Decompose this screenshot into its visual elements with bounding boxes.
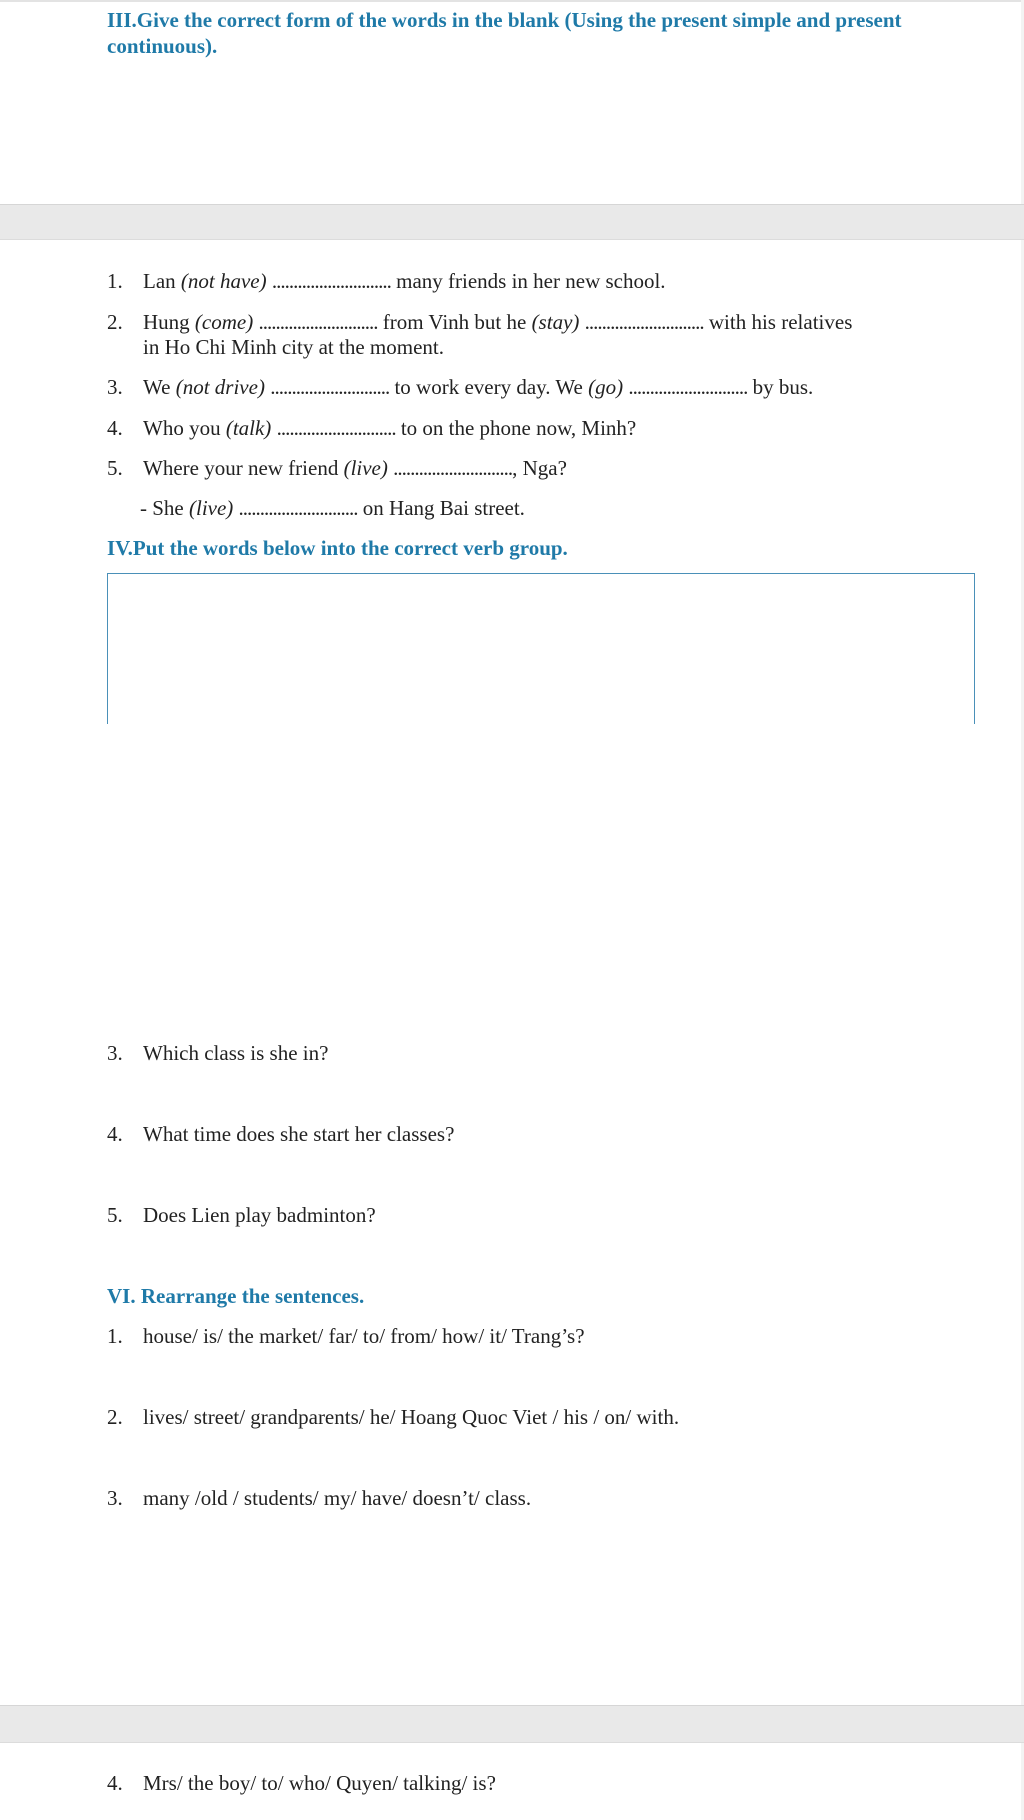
item-text: from Vinh but he xyxy=(377,310,532,334)
item-text: , Nga? xyxy=(512,456,567,480)
word-box-fade xyxy=(108,650,974,730)
item-number: 4. xyxy=(107,1771,123,1795)
answer-blank[interactable]: ............................ xyxy=(270,375,390,399)
item-text: by bus. xyxy=(747,375,814,399)
section-3-title-line1: Give the correct form of the words in the blank (Using the present simple and present xyxy=(136,8,902,32)
section-4-number: IV. xyxy=(107,536,133,560)
item-text: to on the phone now, Minh? xyxy=(395,416,637,440)
item-text: Mrs/ the boy/ to/ who/ Quyen/ talking/ is? xyxy=(143,1771,496,1795)
item-text: on Hang Bai street. xyxy=(357,496,525,520)
item-number: 3. xyxy=(107,1486,123,1510)
item-text: We xyxy=(143,375,176,399)
verb-hint: (live) xyxy=(189,496,234,520)
item-text: What time does she start her classes? xyxy=(143,1122,455,1146)
exercise-3-item-5-answer xyxy=(140,495,525,521)
exercise-3-item-3 xyxy=(107,374,814,400)
answer-blank[interactable]: ............................ xyxy=(393,456,513,480)
item-text: Hung xyxy=(143,310,195,334)
verb-hint: (talk) xyxy=(225,416,272,440)
exercise-6-item-4 xyxy=(107,1770,496,1796)
exercise-3-item-4 xyxy=(107,415,637,441)
item-number: 2. xyxy=(107,1405,123,1429)
verb-hint: (not drive) xyxy=(175,375,265,399)
item-text: - She xyxy=(140,496,189,520)
item-number: 4. xyxy=(107,416,123,440)
exercise-3-item-2-line2: in Ho Chi Minh city at the moment. xyxy=(143,335,444,359)
item-text: Where your new friend xyxy=(143,456,344,480)
item-number: 5. xyxy=(107,456,123,480)
page-break-gap xyxy=(0,1705,1024,1743)
exercise-5-item-3 xyxy=(107,1040,329,1066)
item-text: Lan xyxy=(143,269,181,293)
item-text: with his relatives xyxy=(703,310,853,334)
item-text: Does Lien play badminton? xyxy=(143,1203,376,1227)
section-6-heading: VI. Rearrange the sentences. xyxy=(107,1284,365,1308)
item-number: 4. xyxy=(107,1122,123,1146)
section-4-heading xyxy=(107,535,568,561)
answer-blank[interactable]: ............................ xyxy=(628,375,748,399)
item-number: 1. xyxy=(107,269,123,293)
item-text: many friends in her new school. xyxy=(390,269,666,293)
answer-blank[interactable]: ............................ xyxy=(584,310,704,334)
exercise-6-item-1 xyxy=(107,1323,585,1349)
exercise-5-item-4 xyxy=(107,1121,455,1147)
section-3-number: III. xyxy=(107,8,137,32)
answer-blank[interactable]: ............................ xyxy=(276,416,396,440)
section-3-title-line2: continuous). xyxy=(107,34,218,58)
exercise-3-item-5 xyxy=(107,455,567,481)
page-top-border xyxy=(0,0,1024,2)
answer-blank[interactable]: ............................ xyxy=(271,269,391,293)
item-number: 3. xyxy=(107,1041,123,1065)
verb-hint: (live) xyxy=(343,456,388,480)
exercise-6-item-3 xyxy=(107,1485,532,1511)
exercise-6-item-2 xyxy=(107,1404,680,1430)
item-text: house/ is/ the market/ far/ to/ from/ how/ it/ Trang’s? xyxy=(143,1324,585,1348)
item-text: to work every day. We xyxy=(389,375,589,399)
item-number: 1. xyxy=(107,1324,123,1348)
verb-hint: (go) xyxy=(588,375,624,399)
verb-hint: (not have) xyxy=(180,269,267,293)
item-text: Which class is she in? xyxy=(143,1041,329,1065)
item-number: 2. xyxy=(107,310,123,334)
exercise-3-item-1 xyxy=(107,268,666,294)
exercise-5-item-5 xyxy=(107,1202,376,1228)
item-number: 5. xyxy=(107,1203,123,1227)
section-4-title: Put the words below into the correct verb group. xyxy=(132,536,568,560)
item-number: 3. xyxy=(107,375,123,399)
item-text: lives/ street/ grandparents/ he/ Hoang Quoc Viet / his / on/ with. xyxy=(143,1405,680,1429)
item-text: Who you xyxy=(143,416,226,440)
item-text: many /old / students/ my/ have/ doesn’t/ class. xyxy=(143,1486,532,1510)
verb-hint: (stay) xyxy=(531,310,580,334)
verb-hint: (come) xyxy=(194,310,254,334)
exercise-3-item-2 xyxy=(107,309,853,335)
answer-blank[interactable]: ............................ xyxy=(258,310,378,334)
section-3-heading xyxy=(107,7,987,59)
page-break-gap xyxy=(0,204,1024,240)
answer-blank[interactable]: ............................ xyxy=(238,496,358,520)
